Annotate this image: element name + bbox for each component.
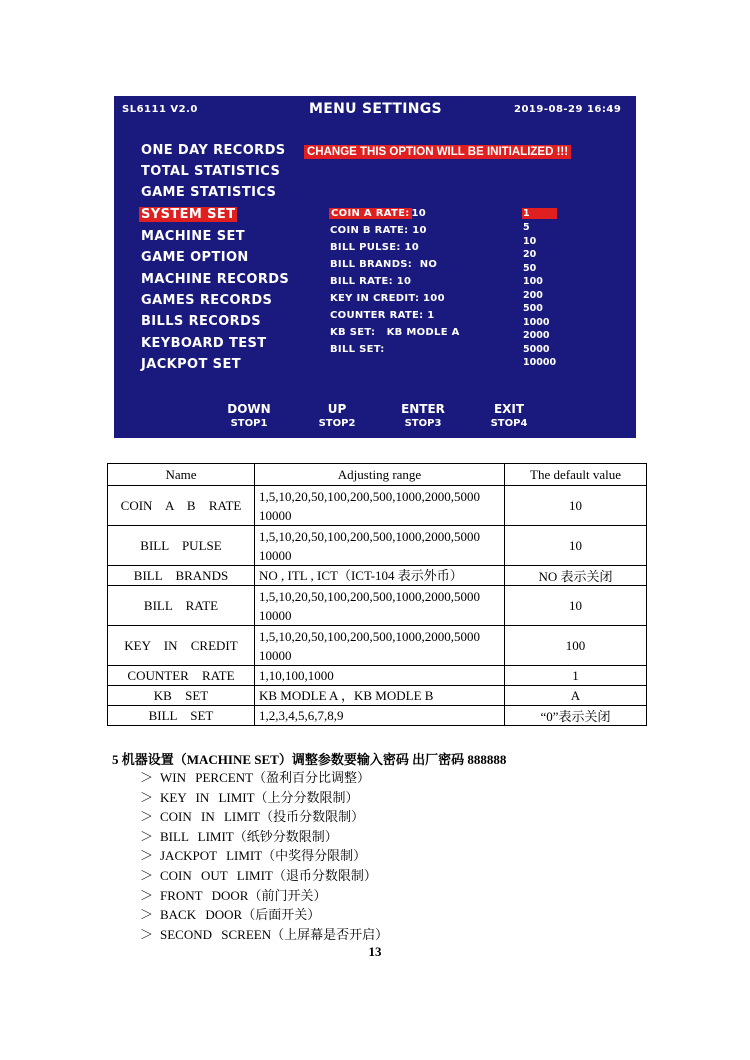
header-range: Adjusting range bbox=[255, 464, 505, 486]
option-coin-b-rate[interactable] bbox=[330, 225, 427, 236]
list-item-text: JACKPOT LIMIT（中奖得分限制） bbox=[160, 848, 367, 864]
table-row bbox=[108, 586, 647, 626]
option-value: 10 bbox=[412, 225, 427, 236]
table-row bbox=[108, 666, 647, 686]
menu-item-game-option[interactable]: GAME OPTION bbox=[141, 250, 249, 265]
list-item bbox=[140, 846, 388, 866]
menu-item-one-day-records[interactable]: ONE DAY RECORDS bbox=[141, 143, 286, 158]
cell-range bbox=[255, 586, 505, 626]
arrow-icon: ＞ bbox=[140, 789, 154, 805]
nav-enter[interactable] bbox=[388, 402, 458, 429]
cell-default: “0”表示关闭 bbox=[505, 706, 647, 726]
arrow-icon: ＞ bbox=[140, 828, 154, 844]
nav-up[interactable] bbox=[302, 402, 372, 429]
list-item bbox=[140, 905, 388, 925]
table-row bbox=[108, 486, 647, 526]
parameter-table bbox=[107, 463, 647, 726]
cell-range bbox=[255, 486, 505, 526]
list-item bbox=[140, 886, 388, 906]
value-option[interactable]: 10 bbox=[523, 235, 537, 247]
value-option[interactable]: 5000 bbox=[523, 343, 550, 355]
cell-range bbox=[255, 626, 505, 666]
nav-label: UP bbox=[327, 402, 347, 416]
arrow-icon: ＞ bbox=[140, 770, 154, 785]
screen-title: MENU SETTINGS bbox=[309, 101, 442, 117]
nav-key: STOP2 bbox=[318, 418, 356, 429]
option-kb-set[interactable] bbox=[330, 327, 460, 338]
option-label: KB SET: bbox=[330, 327, 376, 338]
value-option[interactable]: 100 bbox=[523, 276, 543, 287]
value-option[interactable]: 200 bbox=[523, 289, 543, 301]
value-option[interactable]: 50 bbox=[523, 262, 537, 274]
option-value: 1 bbox=[427, 310, 435, 321]
option-value: 10 bbox=[411, 208, 427, 219]
cell-range: 1,2,3,4,5,6,7,8,9 bbox=[255, 706, 505, 726]
arrow-icon: ＞ bbox=[140, 809, 154, 825]
cell-name: KEY IN CREDIT bbox=[108, 626, 255, 666]
arrow-icon: ＞ bbox=[140, 907, 154, 923]
range-line: 10000 bbox=[259, 647, 292, 663]
nav-key: STOP4 bbox=[490, 418, 528, 429]
cell-default: 10 bbox=[505, 586, 647, 626]
option-label: BILL PULSE: bbox=[330, 242, 401, 253]
arrow-icon: ＞ bbox=[140, 887, 154, 903]
list-item bbox=[140, 768, 388, 788]
option-label: COUNTER RATE: bbox=[330, 310, 424, 321]
header-default: The default value bbox=[505, 464, 647, 486]
option-value: 10 bbox=[396, 276, 412, 287]
value-option[interactable]: 5 bbox=[523, 222, 530, 233]
option-bill-set[interactable] bbox=[330, 344, 385, 355]
arrow-icon: ＞ bbox=[140, 848, 154, 864]
option-value: KB MODLE A bbox=[386, 327, 460, 338]
section-5-title: 5 机器设置（MACHINE SET）调整参数要输入密码 出厂密码 888888 bbox=[112, 752, 507, 767]
cell-name: COUNTER RATE bbox=[108, 666, 255, 686]
cell-name: BILL BRANDS bbox=[108, 566, 255, 586]
menu-item-system-set[interactable]: SYSTEM SET bbox=[141, 207, 236, 222]
option-bill-rate[interactable] bbox=[330, 276, 411, 287]
menu-item-total-statistics[interactable]: TOTAL STATISTICS bbox=[141, 164, 281, 179]
table-row bbox=[108, 566, 647, 586]
option-key-in-credit[interactable] bbox=[330, 293, 445, 304]
list-item-text: SECOND SCREEN（上屏幕是否开启） bbox=[160, 926, 389, 942]
section-5-list bbox=[140, 768, 388, 944]
list-item-text: FRONT DOOR（前门开关） bbox=[160, 887, 327, 903]
nav-key: STOP3 bbox=[404, 418, 442, 429]
value-option-selected[interactable]: 1 bbox=[522, 208, 557, 219]
list-item bbox=[140, 925, 388, 945]
cell-range: NO , ITL , ICT（ICT-104 表示外币） bbox=[255, 566, 505, 586]
cell-range: KB MODLE A ，KB MODLE B bbox=[255, 686, 505, 706]
cell-default: A bbox=[505, 686, 647, 706]
warning-banner: CHANGE THIS OPTION WILL BE INITIALIZED !!! bbox=[304, 145, 571, 159]
menu-item-machine-set[interactable]: MACHINE SET bbox=[141, 229, 246, 244]
value-option[interactable]: 10000 bbox=[523, 357, 557, 368]
list-item-text: BILL LIMIT（纸钞分数限制） bbox=[160, 828, 338, 844]
menu-item-keyboard-test[interactable]: KEYBOARD TEST bbox=[141, 336, 267, 351]
cell-default: 1 bbox=[505, 666, 647, 686]
value-option[interactable]: 500 bbox=[523, 303, 543, 314]
option-label: BILL RATE: bbox=[330, 276, 393, 287]
range-line: 1,5,10,20,50,100,200,500,1000,2000,5000 bbox=[259, 528, 480, 544]
version-label: SL6111 V2.0 bbox=[122, 104, 198, 115]
menu-settings-screen bbox=[114, 96, 636, 438]
list-item bbox=[140, 866, 388, 886]
value-option[interactable]: 20 bbox=[523, 249, 537, 260]
menu-item-game-statistics[interactable]: GAME STATISTICS bbox=[141, 185, 277, 200]
list-item bbox=[140, 788, 388, 808]
list-item-text: KEY IN LIMIT（上分分数限制） bbox=[160, 789, 359, 805]
page-number: 13 bbox=[368, 944, 382, 959]
menu-item-games-records[interactable]: GAMES RECORDS bbox=[141, 293, 273, 308]
option-coin-a-rate[interactable] bbox=[329, 208, 426, 219]
nav-key: STOP1 bbox=[230, 418, 268, 429]
header-name: Name bbox=[108, 464, 255, 486]
table-header-row bbox=[108, 464, 647, 486]
cell-name: KB SET bbox=[108, 686, 255, 706]
option-bill-brands[interactable] bbox=[330, 259, 437, 270]
table-row bbox=[108, 526, 647, 566]
range-line: 1,5,10,20,50,100,200,500,1000,2000,5000 bbox=[259, 628, 480, 644]
value-option[interactable]: 1000 bbox=[523, 316, 550, 328]
range-line: 1,5,10,20,50,100,200,500,1000,2000,5000 bbox=[259, 588, 480, 604]
option-counter-rate[interactable] bbox=[330, 310, 434, 321]
range-line: 10000 bbox=[259, 607, 292, 623]
value-option[interactable]: 2000 bbox=[523, 330, 550, 341]
option-value: 10 bbox=[404, 242, 420, 253]
nav-label: ENTER bbox=[401, 402, 445, 416]
cell-name: COIN A B RATE bbox=[108, 486, 255, 526]
list-item-text: COIN OUT LIMIT（退币分数限制） bbox=[160, 867, 377, 883]
menu-item-jackpot-set[interactable]: JACKPOT SET bbox=[141, 357, 241, 372]
nav-label: EXIT bbox=[493, 402, 525, 416]
option-value: NO bbox=[419, 259, 438, 270]
option-label: BILL BRANDS: bbox=[330, 259, 413, 270]
list-item bbox=[140, 827, 388, 847]
cell-name: BILL SET bbox=[108, 706, 255, 726]
list-item-text: WIN PERCENT（盈利百分比调整） bbox=[160, 770, 371, 785]
cell-default: NO 表示关闭 bbox=[505, 566, 647, 586]
option-label: BILL SET: bbox=[330, 344, 385, 355]
menu-item-machine-records[interactable]: MACHINE RECORDS bbox=[141, 272, 290, 287]
arrow-icon: ＞ bbox=[140, 926, 154, 942]
list-item-text: COIN IN LIMIT（投币分数限制） bbox=[160, 809, 365, 825]
range-line: 1,5,10,20,50,100,200,500,1000,2000,5000 bbox=[259, 488, 480, 504]
table-row bbox=[108, 626, 647, 666]
menu-item-bills-records[interactable]: BILLS RECORDS bbox=[141, 314, 262, 329]
option-label: COIN B RATE: bbox=[330, 225, 409, 236]
list-item-text: BACK DOOR（后面开关） bbox=[160, 907, 321, 923]
cell-range bbox=[255, 526, 505, 566]
option-label: KEY IN CREDIT: bbox=[330, 293, 420, 304]
datetime-label: 2019-08-29 16:49 bbox=[514, 104, 622, 115]
nav-exit[interactable] bbox=[474, 402, 544, 429]
cell-range: 1,10,100,1000 bbox=[255, 666, 505, 686]
table-row bbox=[108, 686, 647, 706]
cell-default: 10 bbox=[505, 526, 647, 566]
option-bill-pulse[interactable] bbox=[330, 242, 419, 253]
option-label: COIN A RATE: bbox=[331, 208, 410, 219]
range-line: 10000 bbox=[259, 547, 292, 563]
nav-down[interactable] bbox=[214, 402, 284, 429]
list-item bbox=[140, 807, 388, 827]
nav-label: DOWN bbox=[227, 402, 271, 416]
cell-default: 10 bbox=[505, 486, 647, 526]
option-value: 100 bbox=[423, 293, 445, 304]
cell-name: BILL RATE bbox=[108, 586, 255, 626]
arrow-icon: ＞ bbox=[140, 867, 154, 883]
cell-name: BILL PULSE bbox=[108, 526, 255, 566]
range-line: 10000 bbox=[259, 507, 292, 523]
cell-default: 100 bbox=[505, 626, 647, 666]
table-row bbox=[108, 706, 647, 726]
